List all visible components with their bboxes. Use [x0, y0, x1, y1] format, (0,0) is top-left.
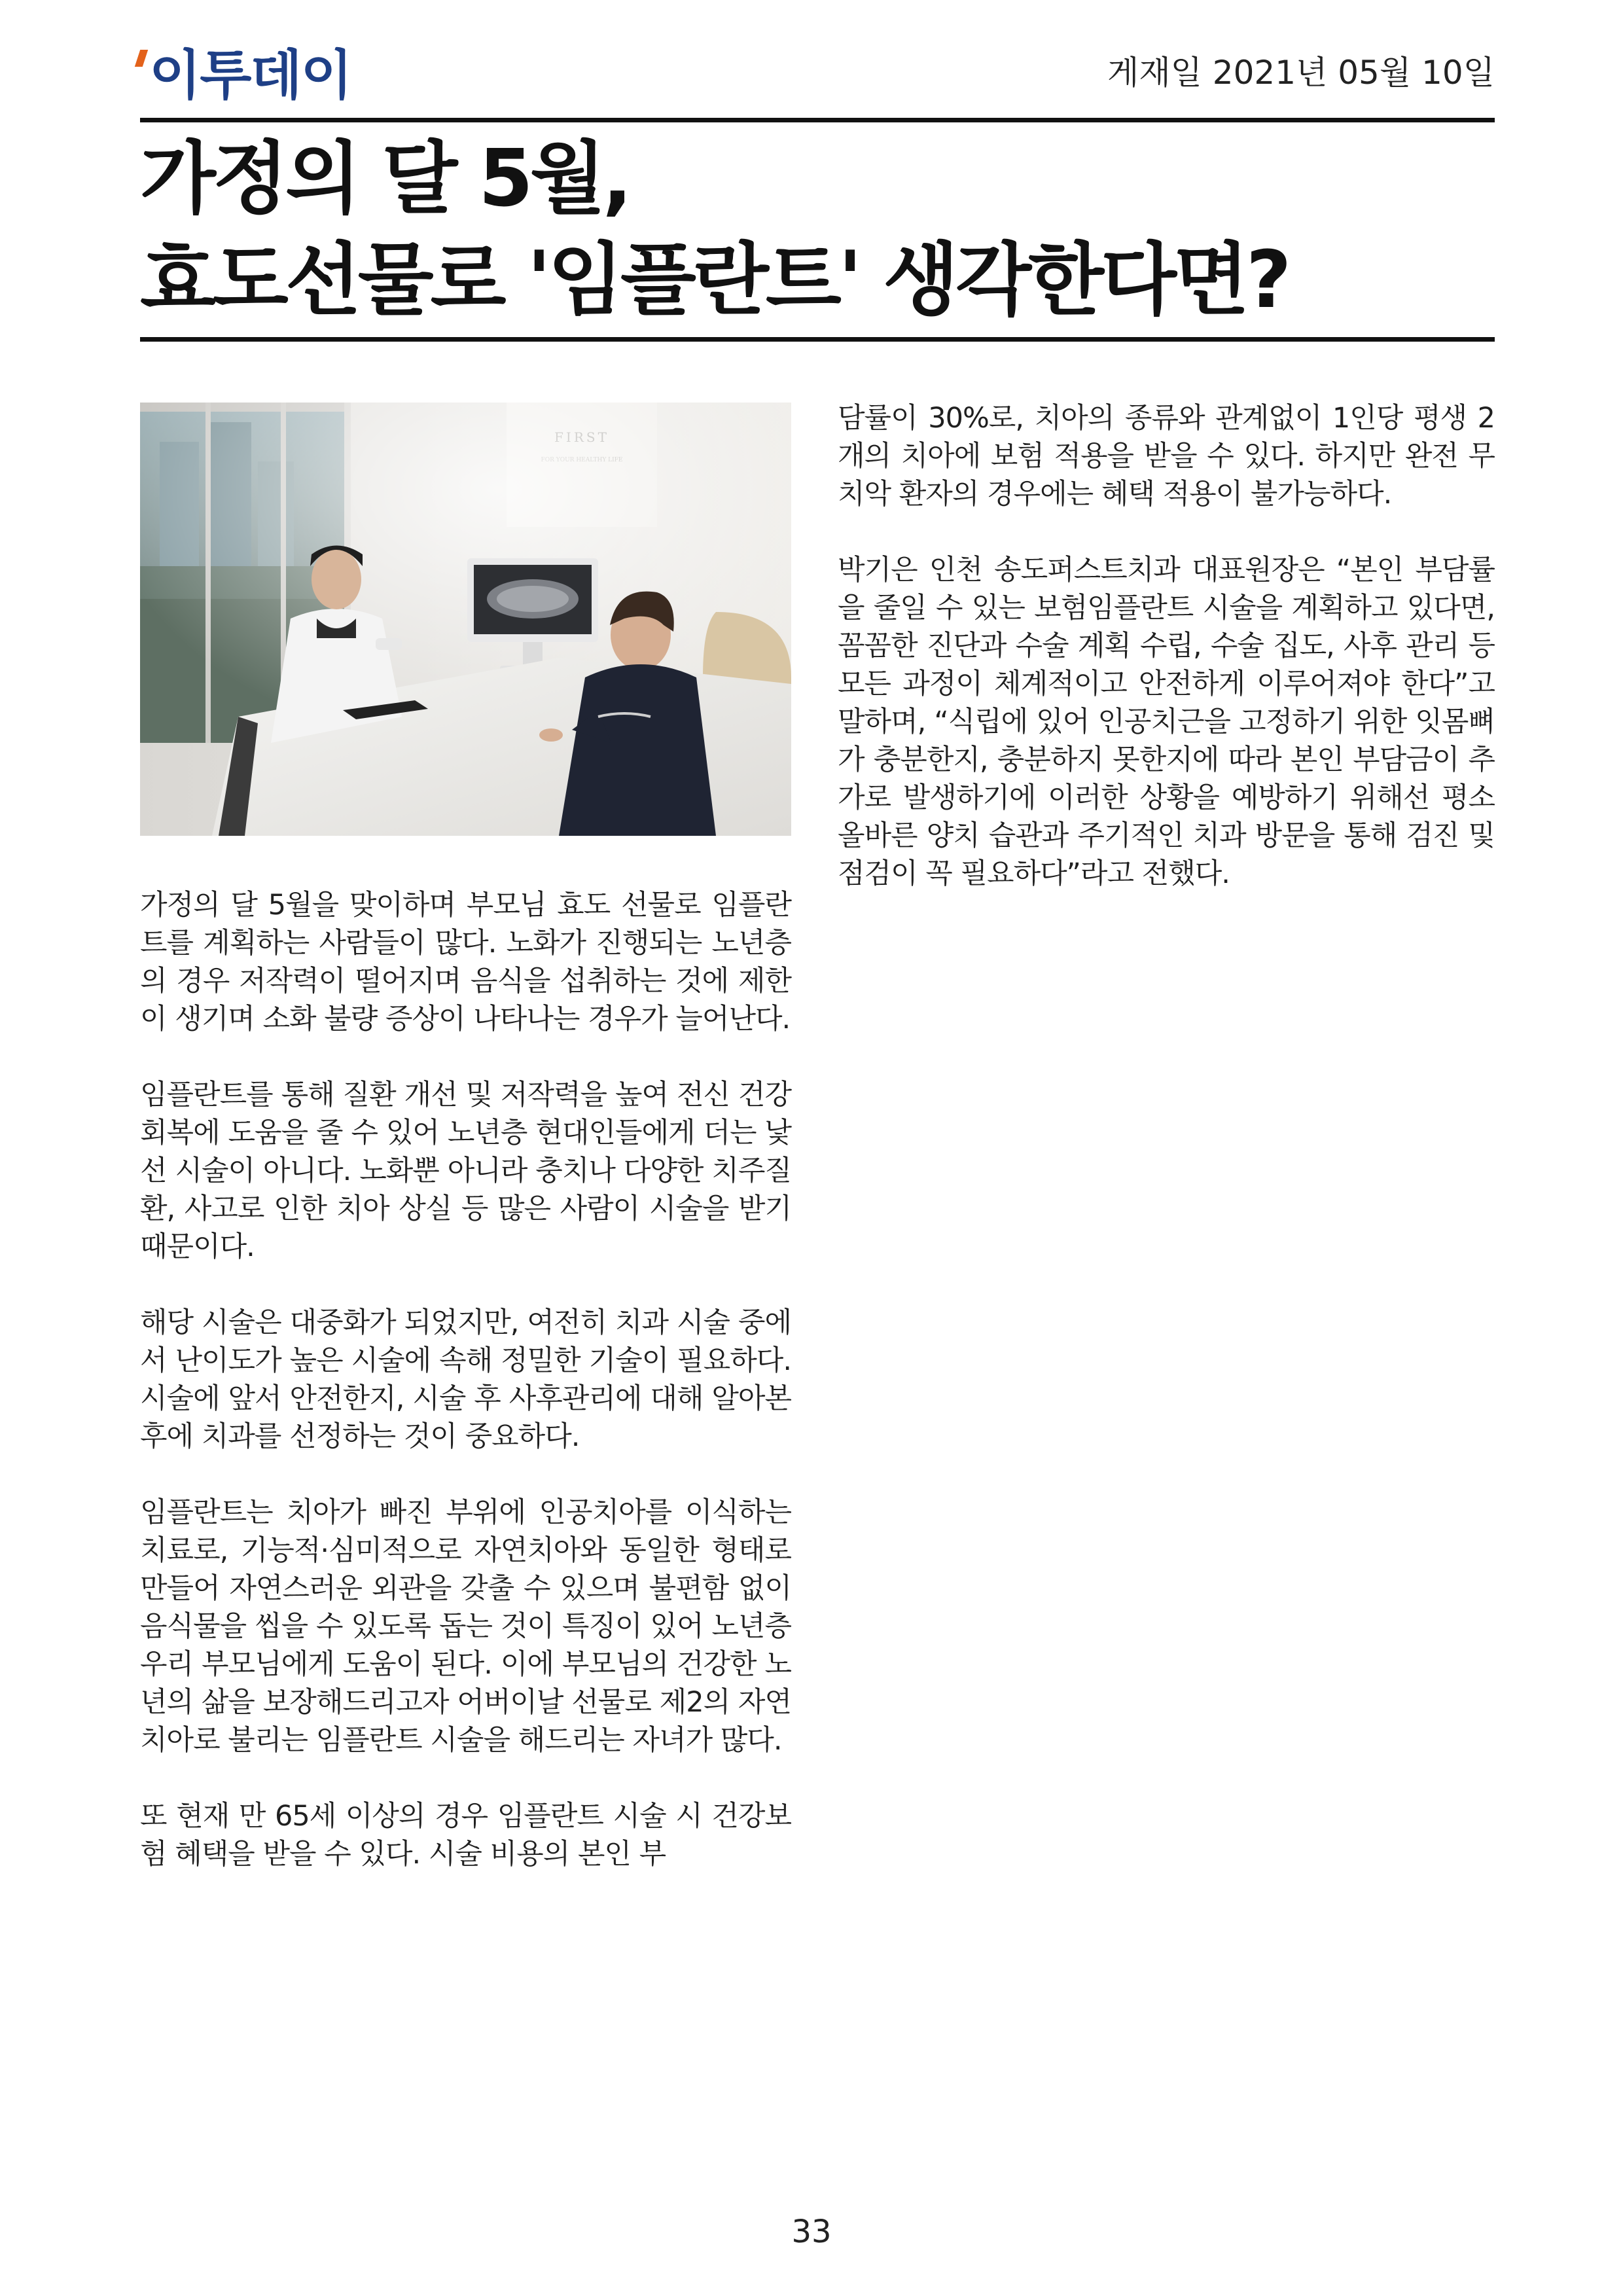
- paragraph: 임플란트를 통해 질환 개선 및 저작력을 높여 전신 건강 회복에 도움을 줄 수 있어 노년층 현대인들에게 더는 낯선 시술이 아니다. 노화뿐 아니라 충치나 다양한 치주질환, 사고로 인한 치아 상실 등 많은 사람이 시술을 받기 때문이다.: [140, 1079, 791, 1263]
- paragraph: 담률이 30%로, 치아의 종류와 관계없이 1인당 평생 2개의 치아에 보험 적용을 받을 수 있다. 하지만 완전 무치악 환자의 경우에는 혜택 적용이 불가능하다.: [838, 402, 1495, 511]
- newspaper-logo: [140, 43, 351, 109]
- article-column-right: [838, 399, 1495, 893]
- publication-date: 게재일 2021년 05월 10일: [1107, 54, 1495, 92]
- article-column-left: [140, 886, 791, 1873]
- article-photo: [140, 403, 791, 836]
- logo-text: 이투데이: [149, 45, 351, 107]
- masthead: [140, 39, 1495, 111]
- page-number: 33: [791, 2214, 832, 2250]
- paragraph: 또 현재 만 65세 이상의 경우 임플란트 시술 시 건강보험 혜택을 받을 수 있다. 시술 비용의 본인 부: [140, 1800, 791, 1871]
- headline-bottom-rule: [140, 337, 1495, 342]
- headline-line-1: 가정의 달 5월,: [140, 134, 630, 224]
- headline-line-2: 효도선물로 '임플란트' 생각한다면?: [140, 235, 1289, 326]
- paragraph: 가정의 달 5월을 맞이하며 부모님 효도 선물로 임플란트를 계획하는 사람들이 많다. 노화가 진행되는 노년층의 경우 저작력이 떨어지며 음식을 섭취하는 것에 제한이 생기며 소화 불량 증상이 나타나는 경우가 늘어난다.: [140, 889, 791, 1035]
- paragraph: 임플란트는 치아가 빠진 부위에 인공치아를 이식하는 치료로, 기능적·심미적으로 자연치아와 동일한 형태로 만들어 자연스러운 외관을 갖출 수 있으며 불편함 없이 음식물을 씹을 수 있도록 돕는 것이 특징이 있어 노년층 우리 부모님에게 도움이 된다. 이에 부모님의 건강한 노년의 삶을 보장해드리고자 어버이날 선물로 제2의 자연치아로 불리는 임플란트 시술을 해드리는 자녀가 많다.: [140, 1496, 791, 1757]
- headline-top-rule: [140, 118, 1495, 122]
- paragraph: 박기은 인천 송도퍼스트치과 대표원장은 “본인 부담률을 줄일 수 있는 보험임플란트 시술을 계획하고 있다면, 꼼꼼한 진단과 수술 계획 수립, 수술 집도, 사후 관리 등 모든 과정이 체계적이고 안전하게 이루어져야 한다”고 말하며, “식립에 있어 인공치근을 고정하기 위한 잇몸뼈가 충분한지, 충분하지 못한지에 따라 본인 부담금이 추가로 발생하기에 이러한 상황을 예방하기 위해선 평소 올바른 양치 습관과 주기적인 치과 방문을 통해 검진 및 점검이 꼭 필요하다”라고 전했다.: [838, 554, 1495, 890]
- paragraph: 해당 시술은 대중화가 되었지만, 여전히 치과 시술 중에서 난이도가 높은 시술에 속해 정밀한 기술이 필요하다. 시술에 앞서 안전한지, 시술 후 사후관리에 대해 알아본 후에 치과를 선정하는 것이 중요하다.: [140, 1306, 791, 1453]
- headline: [140, 128, 1495, 331]
